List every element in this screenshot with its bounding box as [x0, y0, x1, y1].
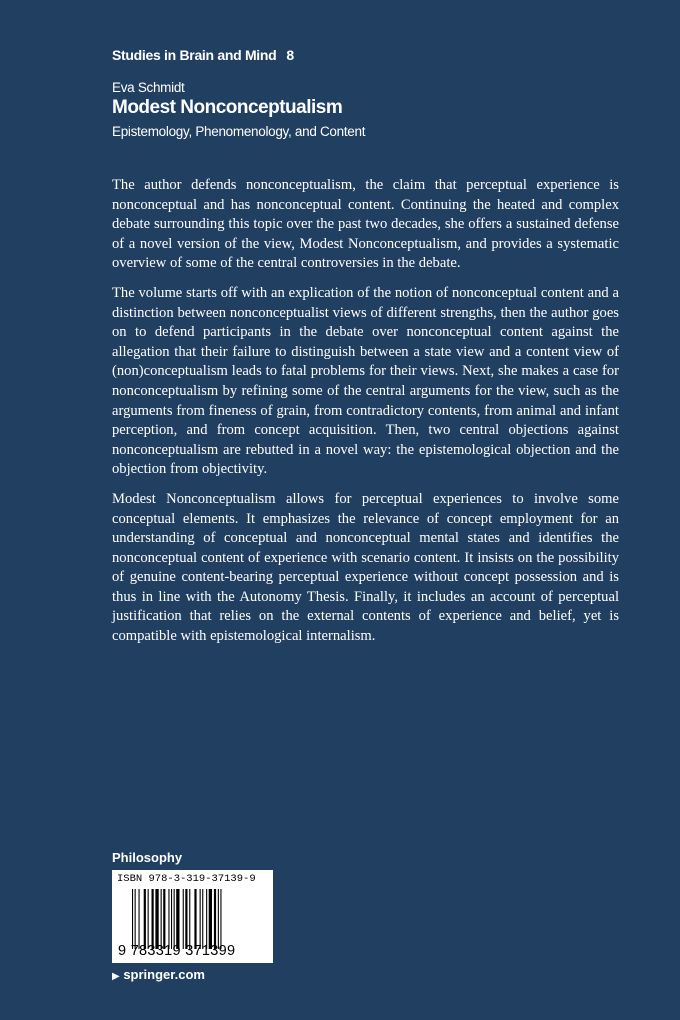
barcode-bar [174, 889, 175, 949]
barcode-bar [139, 889, 140, 949]
blurb-paragraph: The author defends nonconceptualism, the claim that perceptual experience is nonconceptual and has nonconceptual content. Continuing the heated and complex debate surrounding this topic over the past two decades, she offers a sustained defense of a novel version of the view, Modest Nonconceptualism, and provides a systematic overview of some of the central controversies in the debate. [112, 177, 619, 272]
blurb-paragraph: The volume starts off with an explication of the notion of nonconceptual content and a distinction between nonconceptualist views of different strengths, then the author goes on to defend participants in the debate over nonconceptual content against the allegation that their failure to distinguish between a state view and a content view of (non)conceptualism leads to fatal problems for their views. Next, she makes a case for nonconceptualism by refining some of the central arguments for the view, such as the arguments from fineness of grain, from contradictory contents, from animal and infant perception, and from concept acquisition. Then, two central objections against nonconceptualism are rebutted in a novel way: the epistemological objection and the objection from objectivity. [112, 284, 619, 478]
barcode-bar [168, 889, 169, 949]
subject-category: Philosophy [112, 850, 183, 865]
barcode [112, 870, 273, 963]
author: Eva Schmidt [112, 80, 185, 95]
arrow-right-icon: ▶ [112, 971, 120, 982]
barcode-bar [218, 889, 219, 949]
barcode-bar [214, 889, 216, 949]
series-name: Studies in Brain and Mind [112, 47, 277, 63]
barcode-bar [176, 889, 179, 949]
barcode-bar [189, 889, 190, 949]
website-text: springer.com [123, 967, 205, 982]
website-link[interactable] [112, 967, 205, 982]
barcode-bar [202, 889, 203, 949]
barcode-bar [144, 889, 146, 949]
series-title [112, 47, 294, 63]
barcode-bar [185, 889, 187, 949]
blurb-paragraph: Modest Nonconceptualism allows for perceptual experiences to involve some conceptual elements. It emphasizes the relevance of concept employment for an understanding of conceptual and nonconceptual mental states and identifies the nonconceptual content of experience with scenario content. It insists on the possibility of genuine content-bearing perceptual experience without concept possession and is thus in line with the Autonomy Thesis. Finally, it includes an account of perceptual justification that relies on the external contents of experience and belief, yet is compatible with epistemological internalism. [112, 490, 619, 645]
barcode-bar [220, 889, 221, 949]
barcode-bar [155, 889, 158, 949]
barcode-bar [194, 889, 196, 949]
barcode-bar [163, 889, 165, 949]
barcode-bar [209, 889, 212, 949]
barcode-bar [183, 889, 184, 949]
blurb [112, 176, 619, 657]
book-subtitle: Epistemology, Phenomenology, and Content [112, 124, 366, 139]
barcode-bar [200, 889, 201, 949]
barcode-bar [171, 889, 172, 949]
barcode-bar [135, 889, 136, 949]
book-title: Modest Nonconceptualism [112, 97, 343, 118]
barcode-bar [132, 889, 133, 949]
barcode-bar [148, 889, 149, 949]
barcode-bar [161, 889, 162, 949]
isbn: ISBN 978-3-319-37139-9 [117, 873, 256, 885]
ean-number: 9 783319 371399 [118, 943, 236, 959]
barcode-bar [152, 889, 154, 949]
barcode-bar [206, 889, 207, 949]
barcode-bars [132, 889, 254, 949]
series-volume: 8 [286, 47, 294, 63]
